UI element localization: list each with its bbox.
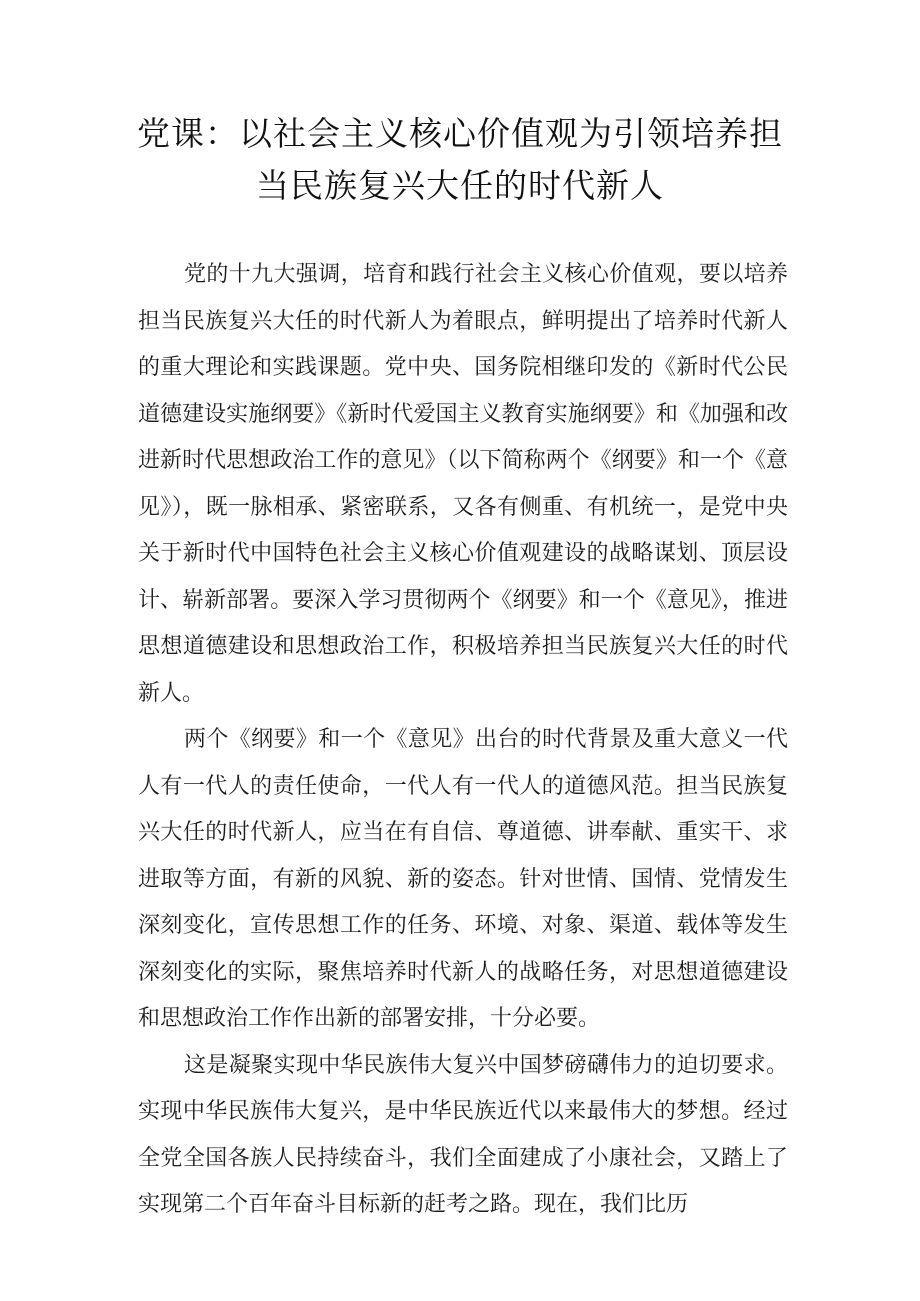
title-line-1: 党课：以社会主义核心价值观为引领培养担 — [137, 114, 783, 153]
paragraph-2: 两个《纲要》和一个《意见》出台的时代背景及重大意义一代人有一代人的责任使命，一代人有一代人的道德风范。担当民族复兴大任的时代新人，应当在有自信、尊道德、讲奉献、重实干、求进取等方面，有新的风貌、新的姿态。针对世情、国情、党情发生深刻变化，宣传思想工作的任务、环境、对象、渠道、载体等发生深刻变化的实际，聚焦培养时代新人的战略任务，对思想道德建设和思想政治工作作出新的部署安排，十分必要。 — [138, 727, 788, 1031]
document-body — [138, 252, 788, 1229]
paragraph-3: 这是凝聚实现中华民族伟大复兴中国梦磅礴伟力的迫切要求。实现中华民族伟大复兴，是中华民族近代以来最伟大的梦想。经过全党全国各族人民持续奋斗，我们全面建成了小康社会，又踏上了实现第二个百年奋斗目标新的赶考之路。现在，我们比历 — [138, 1052, 788, 1217]
paragraph-1: 党的十九大强调，培育和践行社会主义核心价值观，要以培养担当民族复兴大任的时代新人为着眼点，鲜明提出了培养时代新人的重大理论和实践课题。党中央、国务院相继印发的《新时代公民道德建设实施纲要》《新时代爱国主义教育实施纲要》和《加强和改进新时代思想政治工作的意见》（以下简称两个《纲要》和一个《意见》），既一脉相承、紧密联系，又各有侧重、有机统一，是党中央关于新时代中国特色社会主义核心价值观建设的战略谋划、顶层设计、崭新部署。要深入学习贯彻两个《纲要》和一个《意见》，推进思想道德建设和思想政治工作，积极培养担当民族复兴大任的时代新人。 — [138, 262, 788, 706]
document-title — [100, 108, 820, 212]
title-line-2: 当民族复兴大任的时代新人 — [256, 166, 664, 205]
